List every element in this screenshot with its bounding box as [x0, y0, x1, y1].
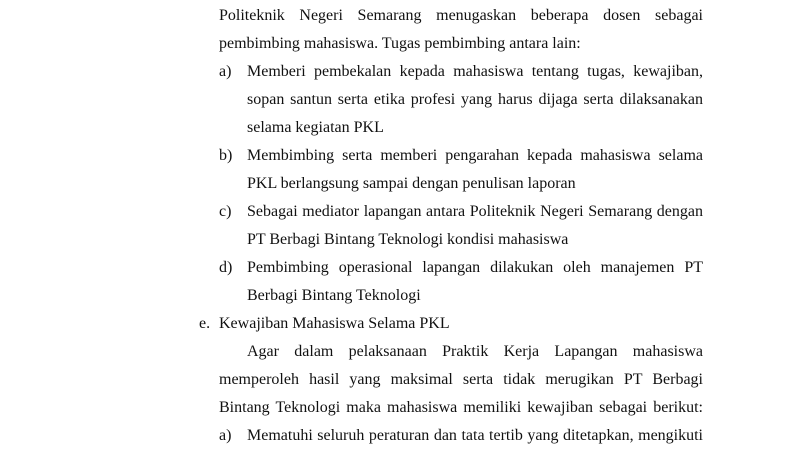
section-e-para-line-3: Bintang Teknologi maka mahasiswa memiliki kewajiban sebagai berikut: — [219, 399, 703, 416]
section-e-marker: e. — [199, 315, 211, 332]
section-e-heading: Kewajiban Mahasiswa Selama PKL — [219, 315, 450, 332]
section-e-para-line-2: memperoleh hasil yang maksimal serta tidak merugikan PT Berbagi — [219, 371, 703, 388]
duty-a-line-1: Memberi pembekalan kepada mahasiswa tentang tugas, kewajiban, — [247, 63, 703, 80]
intro-line-1: Politeknik Negeri Semarang menugaskan beberapa dosen sebagai — [219, 7, 703, 24]
obligation-a-marker: a) — [219, 427, 232, 444]
duty-b-line-1: Membimbing serta memberi pengarahan kepada mahasiswa selama — [247, 147, 703, 164]
duty-c-line-2: PT Berbagi Bintang Teknologi kondisi mahasiswa — [247, 231, 569, 248]
duty-d-line-2: Berbagi Bintang Teknologi — [247, 287, 421, 304]
duty-b-line-2: PKL berlangsung sampai dengan penulisan laporan — [247, 175, 576, 192]
obligation-a-line-1: Mematuhi seluruh peraturan dan tata tertib yang ditetapkan, mengikuti — [247, 427, 703, 444]
duty-a-line-3: selama kegiatan PKL — [247, 119, 384, 136]
duty-a-line-2: sopan santun serta etika profesi yang harus dijaga serta dilaksanakan — [247, 91, 703, 108]
duty-b-marker: b) — [219, 147, 233, 164]
duty-c-marker: c) — [219, 203, 232, 220]
duty-d-marker: d) — [219, 259, 233, 276]
intro-line-2: pembimbing mahasiswa. Tugas pembimbing antara lain: — [219, 35, 581, 52]
duty-d-line-1: Pembimbing operasional lapangan dilakukan oleh manajemen PT — [247, 259, 703, 276]
duty-c-line-1: Sebagai mediator lapangan antara Politeknik Negeri Semarang dengan — [247, 203, 703, 220]
section-e-para-line-1: Agar dalam pelaksanaan Praktik Kerja Lapangan mahasiswa — [247, 343, 703, 360]
duty-a-marker: a) — [219, 63, 232, 80]
